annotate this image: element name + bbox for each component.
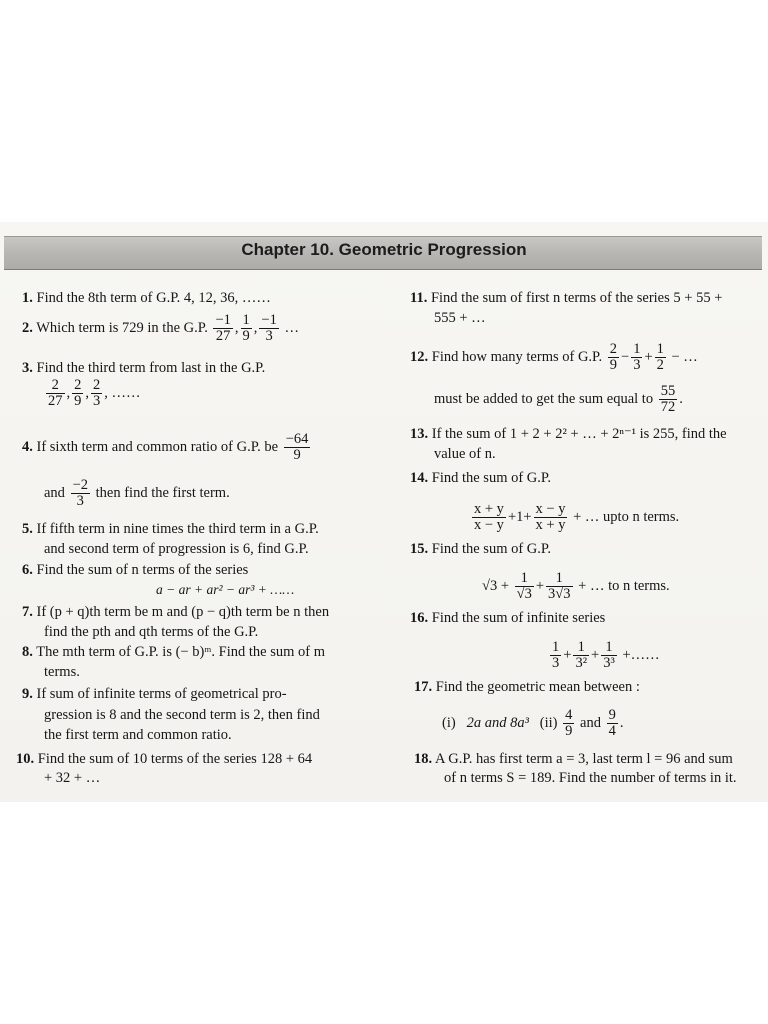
fraction: $\frac{1}{\text{3²}}$	[575, 639, 588, 671]
question-16: 16. Find the sum of infinite series	[410, 610, 606, 626]
question-4: 4. If sixth term and common ratio of G.P. be $\frac{-64}{9}$	[22, 431, 309, 463]
question-3: 3. Find the third term from last in the G.P.	[22, 360, 266, 376]
question-17: 17. Find the geometric mean between :	[414, 679, 640, 695]
question-18: 18. A G.P. has first term a = 3, last term l = 96 and sum	[414, 751, 733, 767]
question-4-cont: and $\frac{-2}{3}$ then find the first term.	[44, 477, 230, 509]
fraction: $\frac{1}{3√3}$	[548, 570, 571, 602]
question-8: 8. The mth term of G.P. is (− b)ᵐ. Find the sum of m	[22, 644, 325, 660]
question-16-series: $\frac{1}{3}$ + $\frac{1}{\text{3²}}$ + $\frac{1}{\text{3³}}$ +……	[552, 639, 660, 671]
question-14: 14. Find the sum of G.P.	[410, 470, 551, 486]
question-5-line2: and second term of progression is 6, find G.P.	[44, 541, 309, 557]
fraction: $\frac{1}{9}$	[242, 312, 250, 344]
fraction: $\frac{1}{3}$	[633, 341, 641, 373]
question-17-parts: (i) 2a and 8a³ (ii) $\frac{4}{9}$ and $\frac{9}{4}$ .	[442, 707, 624, 739]
fraction: $\frac{x + y}{x - y}$	[474, 501, 504, 533]
question-11: 11. Find the sum of first n terms of the series 5 + 55 +	[410, 290, 723, 306]
fraction: $\frac{-1}{27}$	[215, 312, 231, 344]
question-8-line2: terms.	[44, 664, 80, 680]
question-18-line2: of n terms S = 189. Find the number of terms in it.	[444, 770, 737, 786]
fraction: $\frac{9}{4}$	[608, 707, 616, 739]
question-6: 6. Find the sum of n terms of the series	[22, 562, 249, 578]
fraction: $\frac{2}{9}$	[74, 377, 82, 409]
fraction: $\frac{4}{9}$	[565, 707, 573, 739]
fraction: $\frac{2}{27}$	[48, 377, 63, 409]
question-13: 13. If the sum of 1 + 2 + 2² + … + 2ⁿ⁻¹ is 255, find the	[410, 426, 727, 442]
fraction: $\frac{x - y}{x + y}$	[535, 501, 566, 533]
fraction: $\frac{55}{72}$	[660, 383, 676, 415]
question-9-line3: the first term and common ratio.	[44, 727, 232, 743]
question-7-line2: find the pth and qth terms of the G.P.	[44, 624, 259, 640]
fraction: $\frac{-2}{3}$	[72, 477, 88, 509]
question-15-series: √3 + $\frac{1}{√3}$ + $\frac{1}{3√3}$ + … to n terms.	[482, 570, 670, 602]
question-12: 12. Find how many terms of G.P. $\frac{2}{9}$ − $\frac{1}{3}$ + $\frac{1}{2}$ − …	[410, 341, 698, 373]
question-15: 15. Find the sum of G.P.	[410, 541, 551, 557]
question-10: 10. Find the sum of 10 terms of the series 128 + 64	[16, 751, 313, 767]
question-9-line2: gression is 8 and the second term is 2, then find	[44, 707, 320, 723]
fraction: $\frac{1}{√3}$	[516, 570, 532, 602]
fraction: $\frac{2}{9}$	[609, 341, 617, 373]
question-6-series: a − ar + ar² − ar³ + ……	[156, 582, 295, 597]
question-3-series: $\frac{2}{27}$ , $\frac{2}{9}$ , $\frac{2}{3}$ , ……	[48, 377, 141, 409]
fraction: $\frac{1}{\text{3³}}$	[603, 639, 615, 671]
question-11-line2: 555 + …	[434, 310, 486, 326]
question-10-line2: + 32 + …	[44, 770, 101, 786]
question-14-series: $\frac{x + y}{x - y}$ +1+ $\frac{x - y}{x + y}$ + … upto n terms.	[474, 501, 680, 533]
question-7: 7. If (p + q)th term be m and (p − q)th term be n then	[22, 604, 330, 620]
question-13-line2: value of n.	[434, 446, 496, 462]
fraction: $\frac{1}{3}$	[552, 639, 560, 671]
question-1: 1. Find the 8th term of G.P. 4, 12, 36, ……	[22, 290, 271, 306]
question-5: 5. If fifth term in nine times the third term in a G.P.	[22, 521, 319, 537]
fraction: $\frac{-64}{9}$	[285, 431, 309, 463]
fraction: $\frac{-1}{3}$	[261, 312, 277, 344]
question-12-line2: must be added to get the sum equal to $\frac{55}{72}$ .	[434, 383, 683, 415]
question-2: 2. Which term is 729 in the G.P. $\frac{-1}{27}$ , $\frac{1}{9}$ , $\frac{-1}{3}$ …	[22, 312, 299, 344]
fraction: $\frac{1}{2}$	[656, 341, 664, 373]
chapter-title: Chapter 10. Geometric Progression	[241, 240, 527, 259]
fraction: $\frac{2}{3}$	[93, 377, 101, 409]
question-9: 9. If sum of infinite terms of geometrical pro-	[22, 686, 287, 702]
